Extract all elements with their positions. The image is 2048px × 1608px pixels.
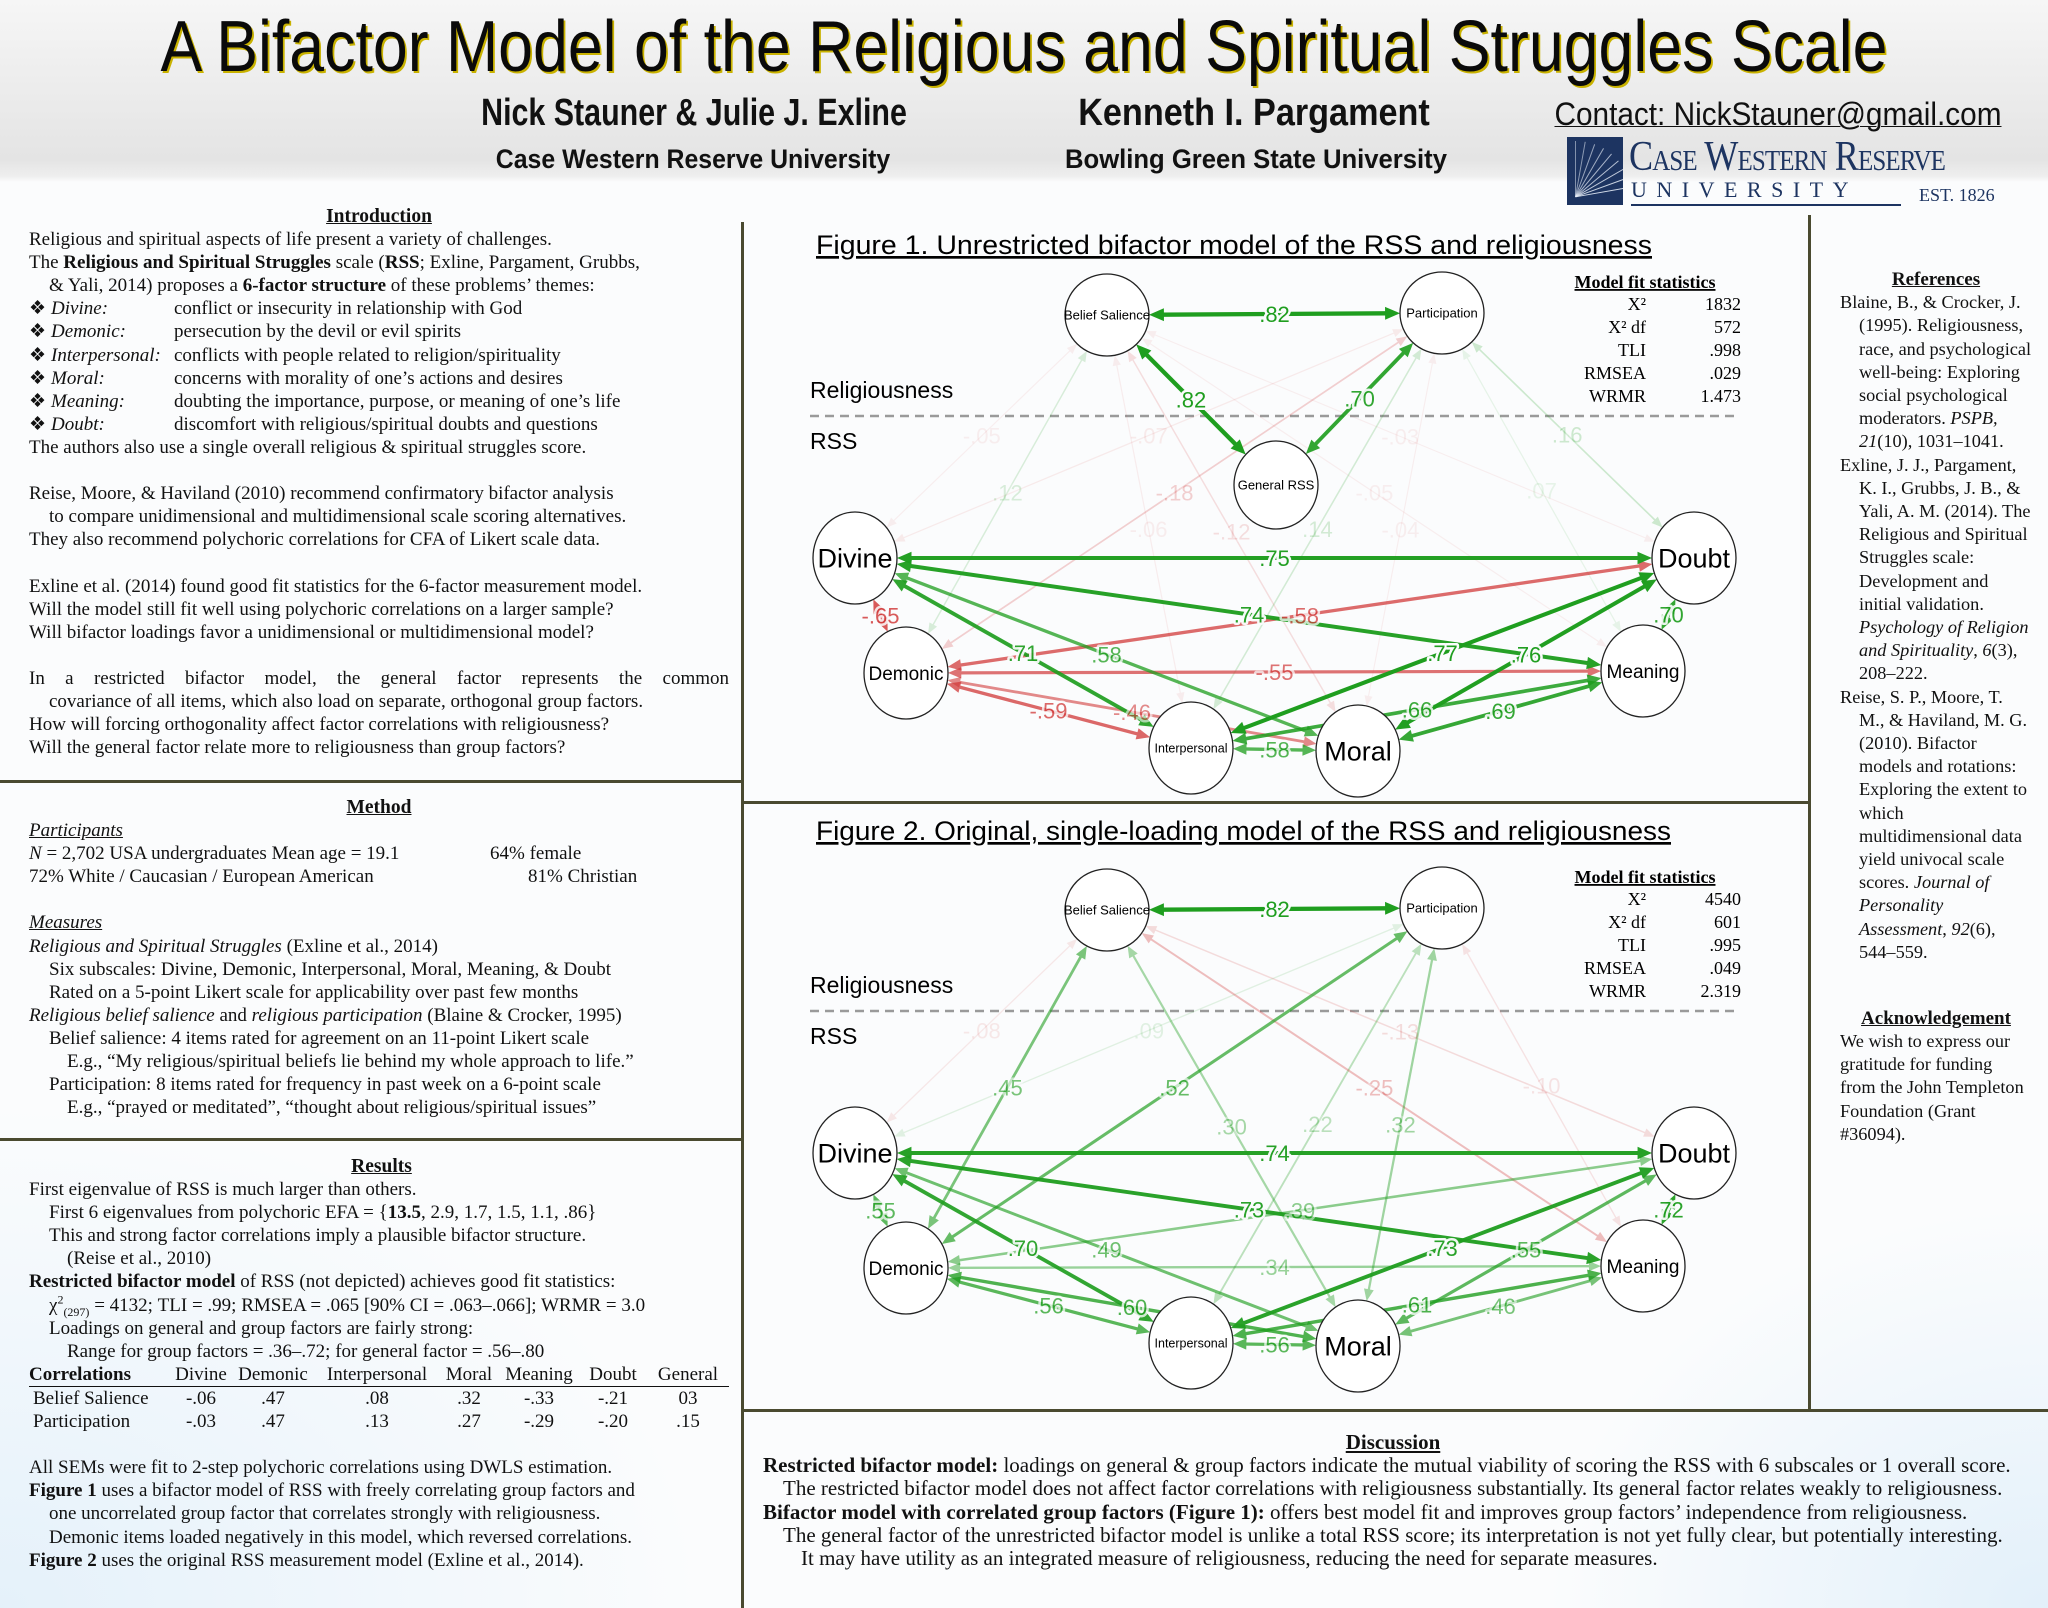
- path-coefficient: .58: [1091, 642, 1122, 668]
- text-run: Range for group factors = .36–.72; for general factor = .56–.80: [67, 1340, 545, 1362]
- path-coefficient: .60: [1116, 1295, 1148, 1320]
- arrowhead-icon: [942, 1232, 956, 1244]
- text-run: and: [214, 1004, 252, 1026]
- path-coefficient: .73: [1427, 1236, 1458, 1261]
- text-run: (Exline et al., 2014): [281, 935, 438, 957]
- text-run: They also recommend polychoric correlations for CFA of Likert scale data.: [29, 529, 601, 551]
- text-run: Six subscales: Divine, Demonic, Interpersonal, Moral, Meaning, & Doubt: [49, 958, 611, 980]
- node-label: Participation: [1406, 305, 1478, 321]
- poster-title: A Bifactor Model of the Religious and Spiritual Struggles Scale: [160, 7, 1888, 87]
- figure-title: Figure 1. Unrestricted bifactor model of the RSS and religiousness: [816, 230, 1652, 260]
- path-coefficient: .56: [1033, 1293, 1064, 1319]
- arrowhead-icon: [947, 682, 962, 693]
- table-cell: -.06: [185, 1387, 217, 1409]
- demographic-right: 81% Christian: [528, 866, 638, 888]
- text-run: E.g., “prayed or meditated”, “thought about religious/spiritual issues”: [67, 1097, 597, 1119]
- affiliation-2: Bowling Green State University: [1064, 144, 1448, 174]
- text-run: 2: [57, 1292, 64, 1307]
- bullet-icon: ❖: [29, 298, 47, 320]
- arrowhead-icon: [1385, 307, 1400, 320]
- path-coefficient: .58: [1259, 737, 1290, 763]
- results-heading: Results: [351, 1156, 412, 1177]
- fit-statistic-value: .029: [1709, 363, 1741, 383]
- arrowhead-icon: [1399, 1326, 1413, 1336]
- text-run: = 4132; TLI = .99; RMSEA = .065 [90% CI = .063–.066]; WRMR = 3.0: [89, 1294, 646, 1316]
- node-label: Moral: [1324, 736, 1392, 767]
- path-coefficient: .09: [1133, 1018, 1165, 1044]
- text-run: scale (: [330, 252, 385, 274]
- logo-line-2: UNIVERSITY: [1631, 177, 1901, 206]
- text-run: 6-factor structure: [242, 275, 387, 297]
- arrowhead-icon: [1392, 329, 1403, 337]
- arrowhead-icon: [894, 534, 905, 542]
- text-run: E.g., “My religious/spiritual beliefs lie behind my whole approach to life.”: [67, 1051, 634, 1073]
- fit-statistic-label: X²: [1627, 294, 1646, 314]
- path-coefficient: .52: [1159, 1075, 1190, 1101]
- text-run: & Yali, 2014) proposes a: [49, 275, 243, 297]
- measures-label: Measures: [29, 912, 103, 934]
- arrowhead-icon: [1176, 692, 1184, 703]
- fit-statistic-value: 2.319: [1700, 981, 1741, 1001]
- node-label: Belief Salience: [1064, 307, 1150, 323]
- arrowhead-icon: [1365, 695, 1373, 706]
- arrowhead-icon: [1149, 308, 1164, 321]
- path-coefficient: .74: [1233, 602, 1265, 628]
- text-run: Psychology of Religion and Spirituality: [1859, 616, 2029, 661]
- arrowhead-icon: [1078, 351, 1087, 362]
- arrowhead-icon: [1113, 355, 1121, 366]
- method-heading: Method: [346, 797, 412, 818]
- table-cell: .47: [261, 1411, 285, 1433]
- path-coefficient: .49: [1091, 1237, 1122, 1263]
- node-label: Meaning: [1606, 661, 1680, 683]
- bullet-icon: ❖: [29, 390, 47, 412]
- text-run: PSPB, 21: [1859, 408, 1998, 452]
- node-label: Doubt: [1657, 543, 1731, 574]
- text-run: Participation: 8 items rated for frequency in past week on a 6-point scale: [49, 1074, 601, 1096]
- text-run: The general factor of the unrestricted bifactor model is unlike a total RSS score; its interpretation is not yet fully clear, but potentially interesting.: [783, 1522, 2003, 1547]
- path-coefficient: .76: [1510, 642, 1542, 668]
- text-run: Demonic items loaded negatively in this model, which reversed correlations.: [49, 1526, 633, 1548]
- node-label: Interpersonal: [1154, 1336, 1228, 1351]
- arrowhead-icon: [1146, 926, 1158, 934]
- text-run: Restricted bifactor model:: [763, 1453, 999, 1478]
- text-run: offers best model fit and improves group factors’ independence from religiousness.: [1264, 1499, 1968, 1524]
- text-run: How will forcing orthogonality affect factor correlations with religiousness?: [29, 714, 610, 736]
- node-label: Moral: [1324, 1331, 1392, 1362]
- text-run: Will the general factor relate more to religiousness than group factors?: [29, 737, 566, 759]
- arrowhead-icon: [1136, 1323, 1150, 1334]
- text-run: (10), 1031–1041.: [1877, 431, 2004, 452]
- row-label: Belief Salience: [33, 1387, 149, 1409]
- theme-description: persecution by the devil or evil spirits: [174, 321, 462, 343]
- path-coefficient: .39: [1284, 1198, 1316, 1224]
- text-run: Religious and Spiritual Struggles: [63, 252, 331, 274]
- text-run: loadings on general & group factors indicate the mutual viability of scoring the RSS with 6 subscales or 1 overall score.: [998, 1453, 2011, 1478]
- figure-1: [810, 230, 1741, 797]
- path-coefficient: -.65: [861, 603, 900, 629]
- bullet-icon: ❖: [29, 344, 47, 366]
- text-run: First 6 eigenvalues from polychoric EFA = {: [49, 1202, 388, 1224]
- text-run: 72% White / Caucasian / European American: [29, 866, 374, 888]
- arrowhead-icon: [1399, 730, 1414, 742]
- path-coefficient: -.58: [1281, 603, 1319, 629]
- table-cell: .08: [365, 1387, 389, 1409]
- path-coefficient: -.08: [962, 1018, 1001, 1044]
- text-run: Religious and spiritual aspects of life present a variety of challenges.: [29, 229, 552, 251]
- arrowhead-icon: [1412, 944, 1422, 956]
- fit-statistic-label: WRMR: [1588, 981, 1646, 1001]
- theme-label: Divine:: [51, 298, 109, 320]
- arrowhead-icon: [1233, 743, 1247, 754]
- node-label: Belief Salience: [1064, 902, 1150, 918]
- path-coefficient: -.46: [1113, 700, 1151, 725]
- path-coefficient: -.12: [1212, 519, 1251, 545]
- text-run: The authors also use a single overall religious & spiritual struggles score.: [29, 436, 587, 458]
- authors-group-1: Nick Stauner & Julie J. Exline: [481, 92, 907, 134]
- path-coefficient: .34: [1259, 1255, 1290, 1280]
- text-run: The: [29, 252, 64, 274]
- path-coefficient: -.59: [1029, 698, 1068, 724]
- edges: [873, 902, 1675, 1351]
- table-cell: -.33: [523, 1387, 555, 1409]
- path-coefficient: .55: [865, 1198, 896, 1224]
- path-coefficient: .30: [1216, 1114, 1247, 1140]
- arrowhead-icon: [1428, 353, 1436, 364]
- text-run: religious participation: [251, 1004, 423, 1026]
- theme-description: concerns with morality of one’s actions and desires: [174, 367, 563, 389]
- arrowhead-icon: [1412, 349, 1421, 361]
- fit-statistic-label: TLI: [1618, 935, 1646, 955]
- text-run: All SEMs were fit to 2-step polychoric correlations using DWLS estimation.: [29, 1457, 613, 1479]
- text-run: 92: [1951, 918, 1970, 939]
- arrowhead-icon: [928, 622, 937, 633]
- path-coefficient: .16: [1551, 422, 1583, 448]
- arrowhead-icon: [1302, 1331, 1316, 1342]
- arrowhead-icon: [1595, 1232, 1607, 1242]
- table-cell: -.21: [597, 1387, 629, 1409]
- theme-label: Meaning:: [51, 390, 125, 412]
- fit-statistic-value: .049: [1709, 958, 1741, 978]
- fit-statistic-value: 1.473: [1700, 386, 1741, 406]
- table-cell: .27: [457, 1411, 481, 1433]
- column-header: Moral: [439, 1363, 499, 1387]
- node-label: Divine: [817, 1138, 893, 1169]
- path-coefficient: .56: [1259, 1332, 1290, 1358]
- path-coefficient: .22: [1302, 1111, 1333, 1137]
- row-label: Participation: [33, 1411, 131, 1433]
- column-header: General: [647, 1363, 729, 1387]
- theme-label: Moral:: [51, 367, 105, 389]
- edges: [873, 307, 1675, 756]
- arrowhead-icon: [1596, 638, 1607, 647]
- path-coefficient: .77: [1427, 641, 1458, 666]
- path-coefficient: -.05: [1355, 480, 1394, 506]
- arrowhead-icon: [1586, 657, 1601, 669]
- arrowhead-icon: [1396, 336, 1408, 346]
- arrowhead-icon: [1326, 701, 1335, 712]
- introduction-heading: Introduction: [326, 206, 432, 227]
- fit-statistic-label: RMSEA: [1583, 958, 1646, 978]
- text-run: of RSS (not depicted) achieves good fit statistics:: [235, 1271, 616, 1293]
- path-coefficient: .73: [1233, 1197, 1265, 1223]
- path-coefficient: .70: [1007, 1236, 1039, 1261]
- arrowhead-icon: [1233, 1328, 1247, 1339]
- path-coefficient: .45: [992, 1075, 1023, 1101]
- arrowhead-icon: [1393, 931, 1407, 943]
- node-label: Demonic: [868, 663, 944, 685]
- path-coefficient: .32: [1385, 1112, 1416, 1138]
- region-label-rss: RSS: [810, 428, 858, 454]
- path-coefficient: .70: [1653, 602, 1684, 628]
- text-run: Bifactor model with correlated group factors (Figure 1):: [763, 1499, 1265, 1524]
- fit-statistics-heading: Model fit statistics: [1574, 867, 1716, 887]
- text-run: Religious belief salience: [29, 1004, 215, 1026]
- node-label: Meaning: [1606, 1256, 1680, 1278]
- path-coefficient: .71: [1007, 641, 1039, 666]
- arrowhead-icon: [1586, 1252, 1601, 1264]
- logo-established: EST. 1826: [1919, 185, 1995, 205]
- path-coefficient: .12: [992, 480, 1023, 506]
- text-run: This and strong factor correlations imply a plausible bifactor structure.: [49, 1225, 587, 1247]
- column-header: Demonic: [231, 1363, 315, 1387]
- table-cell: .47: [261, 1387, 285, 1409]
- arrowhead-icon: [1612, 621, 1621, 632]
- text-run: Reise, S. P., Moore, T. M., & Haviland, M. G. (2010). Bifactor models and rotations: Exploring the extent to which multidimensional data yield univocal scale scores.: [1840, 686, 2028, 893]
- arrowhead-icon: [1142, 933, 1154, 943]
- arrowhead-icon: [1612, 1215, 1621, 1226]
- path-coefficient: -.03: [1381, 424, 1420, 450]
- theme-label: Doubt:: [51, 413, 105, 435]
- arrowhead-icon: [942, 639, 954, 649]
- path-coefficient: .14: [1302, 516, 1333, 542]
- arrowhead-icon: [1233, 733, 1248, 745]
- text-run: Exline et al. (2014) found good fit statistics for the 6-factor measurement model.: [29, 575, 643, 597]
- path-coefficient: .55: [1510, 1237, 1542, 1263]
- table-cell: 03: [678, 1387, 698, 1409]
- text-run: Belief salience: 4 items rated for agreement on an 11-point Likert scale: [49, 1027, 590, 1049]
- authors-group-2: Kenneth I. Pargament: [1078, 92, 1430, 134]
- arrowhead-icon: [1302, 744, 1316, 755]
- path-coefficient: .61: [1401, 1292, 1433, 1318]
- node-label: Divine: [817, 543, 893, 574]
- text-run: = 2,702 USA undergraduates Mean age = 19.1: [41, 843, 400, 865]
- text-run: Figure 2: [29, 1549, 97, 1571]
- references-heading: References: [1891, 269, 1981, 290]
- text-run: (3), 208–222.: [1859, 640, 2018, 684]
- arrowhead-icon: [948, 659, 962, 670]
- path-coefficient: .46: [1485, 1294, 1516, 1319]
- fit-statistic-label: WRMR: [1588, 386, 1646, 406]
- text-run: ,: [1973, 640, 1983, 661]
- arrowhead-icon: [1142, 338, 1153, 347]
- text-run: Exline, J. J., Pargament, K. I., Grubbs, J. B., & Yali, A. M. (2014). The Religious and Spiritual Struggles scale: Development and initial validation.: [1840, 454, 2031, 614]
- path-coefficient: .66: [1401, 697, 1433, 723]
- affiliation-1: Case Western Reserve University: [495, 144, 891, 174]
- path-coefficient: .74: [1259, 1141, 1290, 1166]
- acknowledgement-heading: Acknowledgement: [1861, 1007, 2011, 1029]
- text-run: Rated on a 5-point Likert scale for applicability over past few months: [49, 981, 579, 1003]
- arrowhead-icon: [1364, 1288, 1374, 1301]
- text-run: covariance of all items, which also load on separate, orthogonal group factors.: [49, 690, 644, 712]
- arrowhead-icon: [1385, 902, 1400, 915]
- table-cell: .13: [365, 1411, 389, 1433]
- theme-description: doubting the importance, purpose, or meaning of one’s life: [174, 390, 621, 412]
- path-coefficient: .70: [1344, 386, 1375, 412]
- text-run: to compare unidimensional and multidimensional scale scoring alternatives.: [49, 506, 627, 528]
- arrowhead-icon: [1427, 948, 1437, 961]
- node-label: Participation: [1406, 900, 1478, 916]
- text-run: N: [29, 843, 42, 865]
- text-run: The restricted bifactor model does not affect factor correlations with religiousness substantially. Its general factor relates weakly to religiousness.: [783, 1476, 2003, 1501]
- node-label: General RSS: [1237, 477, 1315, 493]
- arrowhead-icon: [1587, 680, 1602, 692]
- text-run: (Reise et al., 2010): [67, 1248, 212, 1270]
- fit-statistic-label: RMSEA: [1583, 363, 1646, 383]
- theme-label: Interpersonal:: [51, 344, 161, 366]
- theme-description: conflict or insecurity in relationship with God: [174, 298, 523, 320]
- fit-statistic-value: .995: [1709, 935, 1741, 955]
- path-coefficient: -.07: [1129, 423, 1168, 449]
- text-run: uses the original RSS measurement model (Exline et al., 2014).: [96, 1549, 584, 1571]
- path-coefficient: .69: [1485, 699, 1516, 724]
- arrowhead-icon: [1149, 903, 1164, 916]
- text-run: Will bifactor loadings favor a unidimensional or multidimensional model?: [29, 621, 594, 643]
- region-label-religiousness: Religiousness: [810, 972, 954, 998]
- column-header: Divine: [171, 1363, 231, 1387]
- text-run: Figure 1: [29, 1480, 97, 1502]
- figure-2: [810, 816, 1741, 1392]
- text-run: (Blaine & Crocker, 1995): [422, 1004, 622, 1026]
- text-run: Journal of Personality Assessment: [1859, 872, 1990, 939]
- table-cell: -.20: [597, 1411, 629, 1433]
- text-run: It may have utility as an integrated measure of religiousness, reducing the need for separate measures.: [801, 1546, 1658, 1571]
- text-run: Will the model still fit well using polychoric correlations on a larger sample?: [29, 598, 614, 620]
- text-run: χ: [49, 1294, 58, 1316]
- fit-statistic-label: X² df: [1608, 912, 1646, 932]
- figure-title: Figure 2. Original, single-loading model of the RSS and religiousness: [816, 816, 1671, 846]
- path-coefficient: .82: [1259, 897, 1290, 922]
- arrowhead-icon: [1392, 924, 1403, 932]
- text-run: Reise, Moore, & Haviland (2010) recommend confirmatory bifactor analysis: [29, 483, 614, 505]
- text-run: of these problems’ themes:: [386, 275, 595, 297]
- contact-email-link[interactable]: Contact: NickStauner@gmail.com: [1554, 96, 2002, 132]
- arrowhead-icon: [1136, 728, 1151, 739]
- participants-label: Participants: [29, 820, 123, 842]
- fit-statistic-value: 572: [1714, 317, 1741, 337]
- bullet-icon: ❖: [29, 367, 47, 389]
- region-label-rss: RSS: [810, 1023, 858, 1049]
- arrowhead-icon: [1231, 722, 1247, 734]
- theme-description: conflicts with people related to religion/spirituality: [174, 344, 561, 366]
- path-coefficient: -.05: [962, 423, 1001, 449]
- fit-statistic-value: .998: [1709, 340, 1741, 360]
- path-coefficient: .75: [1259, 546, 1290, 571]
- arrowhead-icon: [1462, 944, 1471, 955]
- column-header: Doubt: [579, 1363, 647, 1387]
- path-coefficient: .82: [1175, 387, 1207, 413]
- bullet-icon: ❖: [29, 413, 47, 435]
- text-run: one uncorrelated group factor that correlates strongly with religiousness.: [49, 1503, 601, 1525]
- text-run: Restricted bifactor model: [29, 1271, 236, 1293]
- column-header: Interpersonal: [315, 1363, 439, 1387]
- path-coefficient: .07: [1526, 478, 1557, 504]
- arrowhead-icon: [1233, 1338, 1246, 1349]
- fit-statistic-value: 601: [1714, 912, 1741, 932]
- text-run: ; Exline, Pargament, Grubbs,: [419, 252, 640, 274]
- arrowhead-icon: [1146, 331, 1157, 339]
- logo-line-1: Case Western Reserve: [1629, 134, 1946, 180]
- text-run: RSS: [384, 252, 420, 274]
- text-run: uses a bifactor model of RSS with freely correlating group factors and: [96, 1480, 635, 1502]
- theme-description: discomfort with religious/spiritual doubts and questions: [174, 413, 598, 435]
- path-coefficient: -.13: [1381, 1019, 1420, 1045]
- arrowhead-icon: [1462, 349, 1471, 360]
- arrowhead-icon: [1644, 534, 1655, 542]
- text-run: 6: [1982, 640, 1992, 661]
- fit-statistic-label: X² df: [1608, 317, 1646, 337]
- text-run: (6), 544–559.: [1859, 918, 1996, 962]
- discussion-heading: Discussion: [1345, 1430, 1441, 1454]
- text-run: First eigenvalue of RSS is much larger than others.: [29, 1179, 417, 1201]
- path-coefficient: -.18: [1155, 480, 1194, 506]
- column-header: Correlations: [29, 1363, 171, 1387]
- table-cell: .32: [457, 1387, 481, 1409]
- text-run: 13.5: [387, 1202, 421, 1224]
- path-coefficient: .82: [1259, 302, 1290, 327]
- text-run: (297): [63, 1304, 90, 1319]
- fit-statistic-value: 1832: [1705, 294, 1741, 314]
- bullet-icon: ❖: [29, 321, 47, 343]
- fit-statistic-value: 4540: [1705, 889, 1741, 909]
- node-label: Demonic: [868, 1258, 944, 1280]
- fit-statistic-label: X²: [1627, 889, 1646, 909]
- arrowhead-icon: [948, 1255, 961, 1265]
- text-run: Loadings on general and group factors are fairly strong:: [49, 1317, 474, 1339]
- theme-label: Demonic:: [51, 321, 126, 343]
- fit-statistic-label: TLI: [1618, 340, 1646, 360]
- table-cell: -.29: [523, 1411, 555, 1433]
- path-coefficient: -.06: [1129, 517, 1168, 543]
- fit-statistics-heading: Model fit statistics: [1574, 272, 1716, 292]
- node-label: Doubt: [1657, 1138, 1731, 1169]
- path-coefficient: -.10: [1522, 1073, 1561, 1099]
- region-label-religiousness: Religiousness: [810, 377, 954, 403]
- text-run: Religious and Spiritual Struggles: [29, 935, 282, 957]
- arrowhead-icon: [1128, 351, 1137, 362]
- table-cell: -.03: [185, 1411, 217, 1433]
- path-coefficient: -.25: [1355, 1075, 1394, 1101]
- path-coefficient: -.04: [1381, 517, 1420, 543]
- path-coefficient: .72: [1653, 1197, 1684, 1223]
- text-run: Blaine, B., & Crocker, J. (1995). Religiousness, race, and psychological well-being: Exploring social psychological moderators.: [1840, 292, 2032, 429]
- acknowledgement-text: We wish to express our gratitude for funding from the John Templeton Foundation (Grant #36094).: [1840, 1031, 2024, 1144]
- column-header: Meaning: [499, 1363, 579, 1387]
- demographic-right: 64% female: [490, 843, 582, 865]
- table-cell: .15: [676, 1411, 700, 1433]
- arrowhead-icon: [1643, 1129, 1655, 1137]
- text-run: , 2.9, 1.7, 1.5, 1.1, .86}: [420, 1202, 597, 1224]
- node-label: Interpersonal: [1154, 741, 1228, 756]
- text-run: In a restricted bifactor model, the general factor represents the common: [29, 667, 729, 689]
- path-coefficient: -.55: [1255, 660, 1294, 685]
- arrowhead-icon: [894, 1129, 905, 1137]
- text-run: ,: [1942, 918, 1952, 939]
